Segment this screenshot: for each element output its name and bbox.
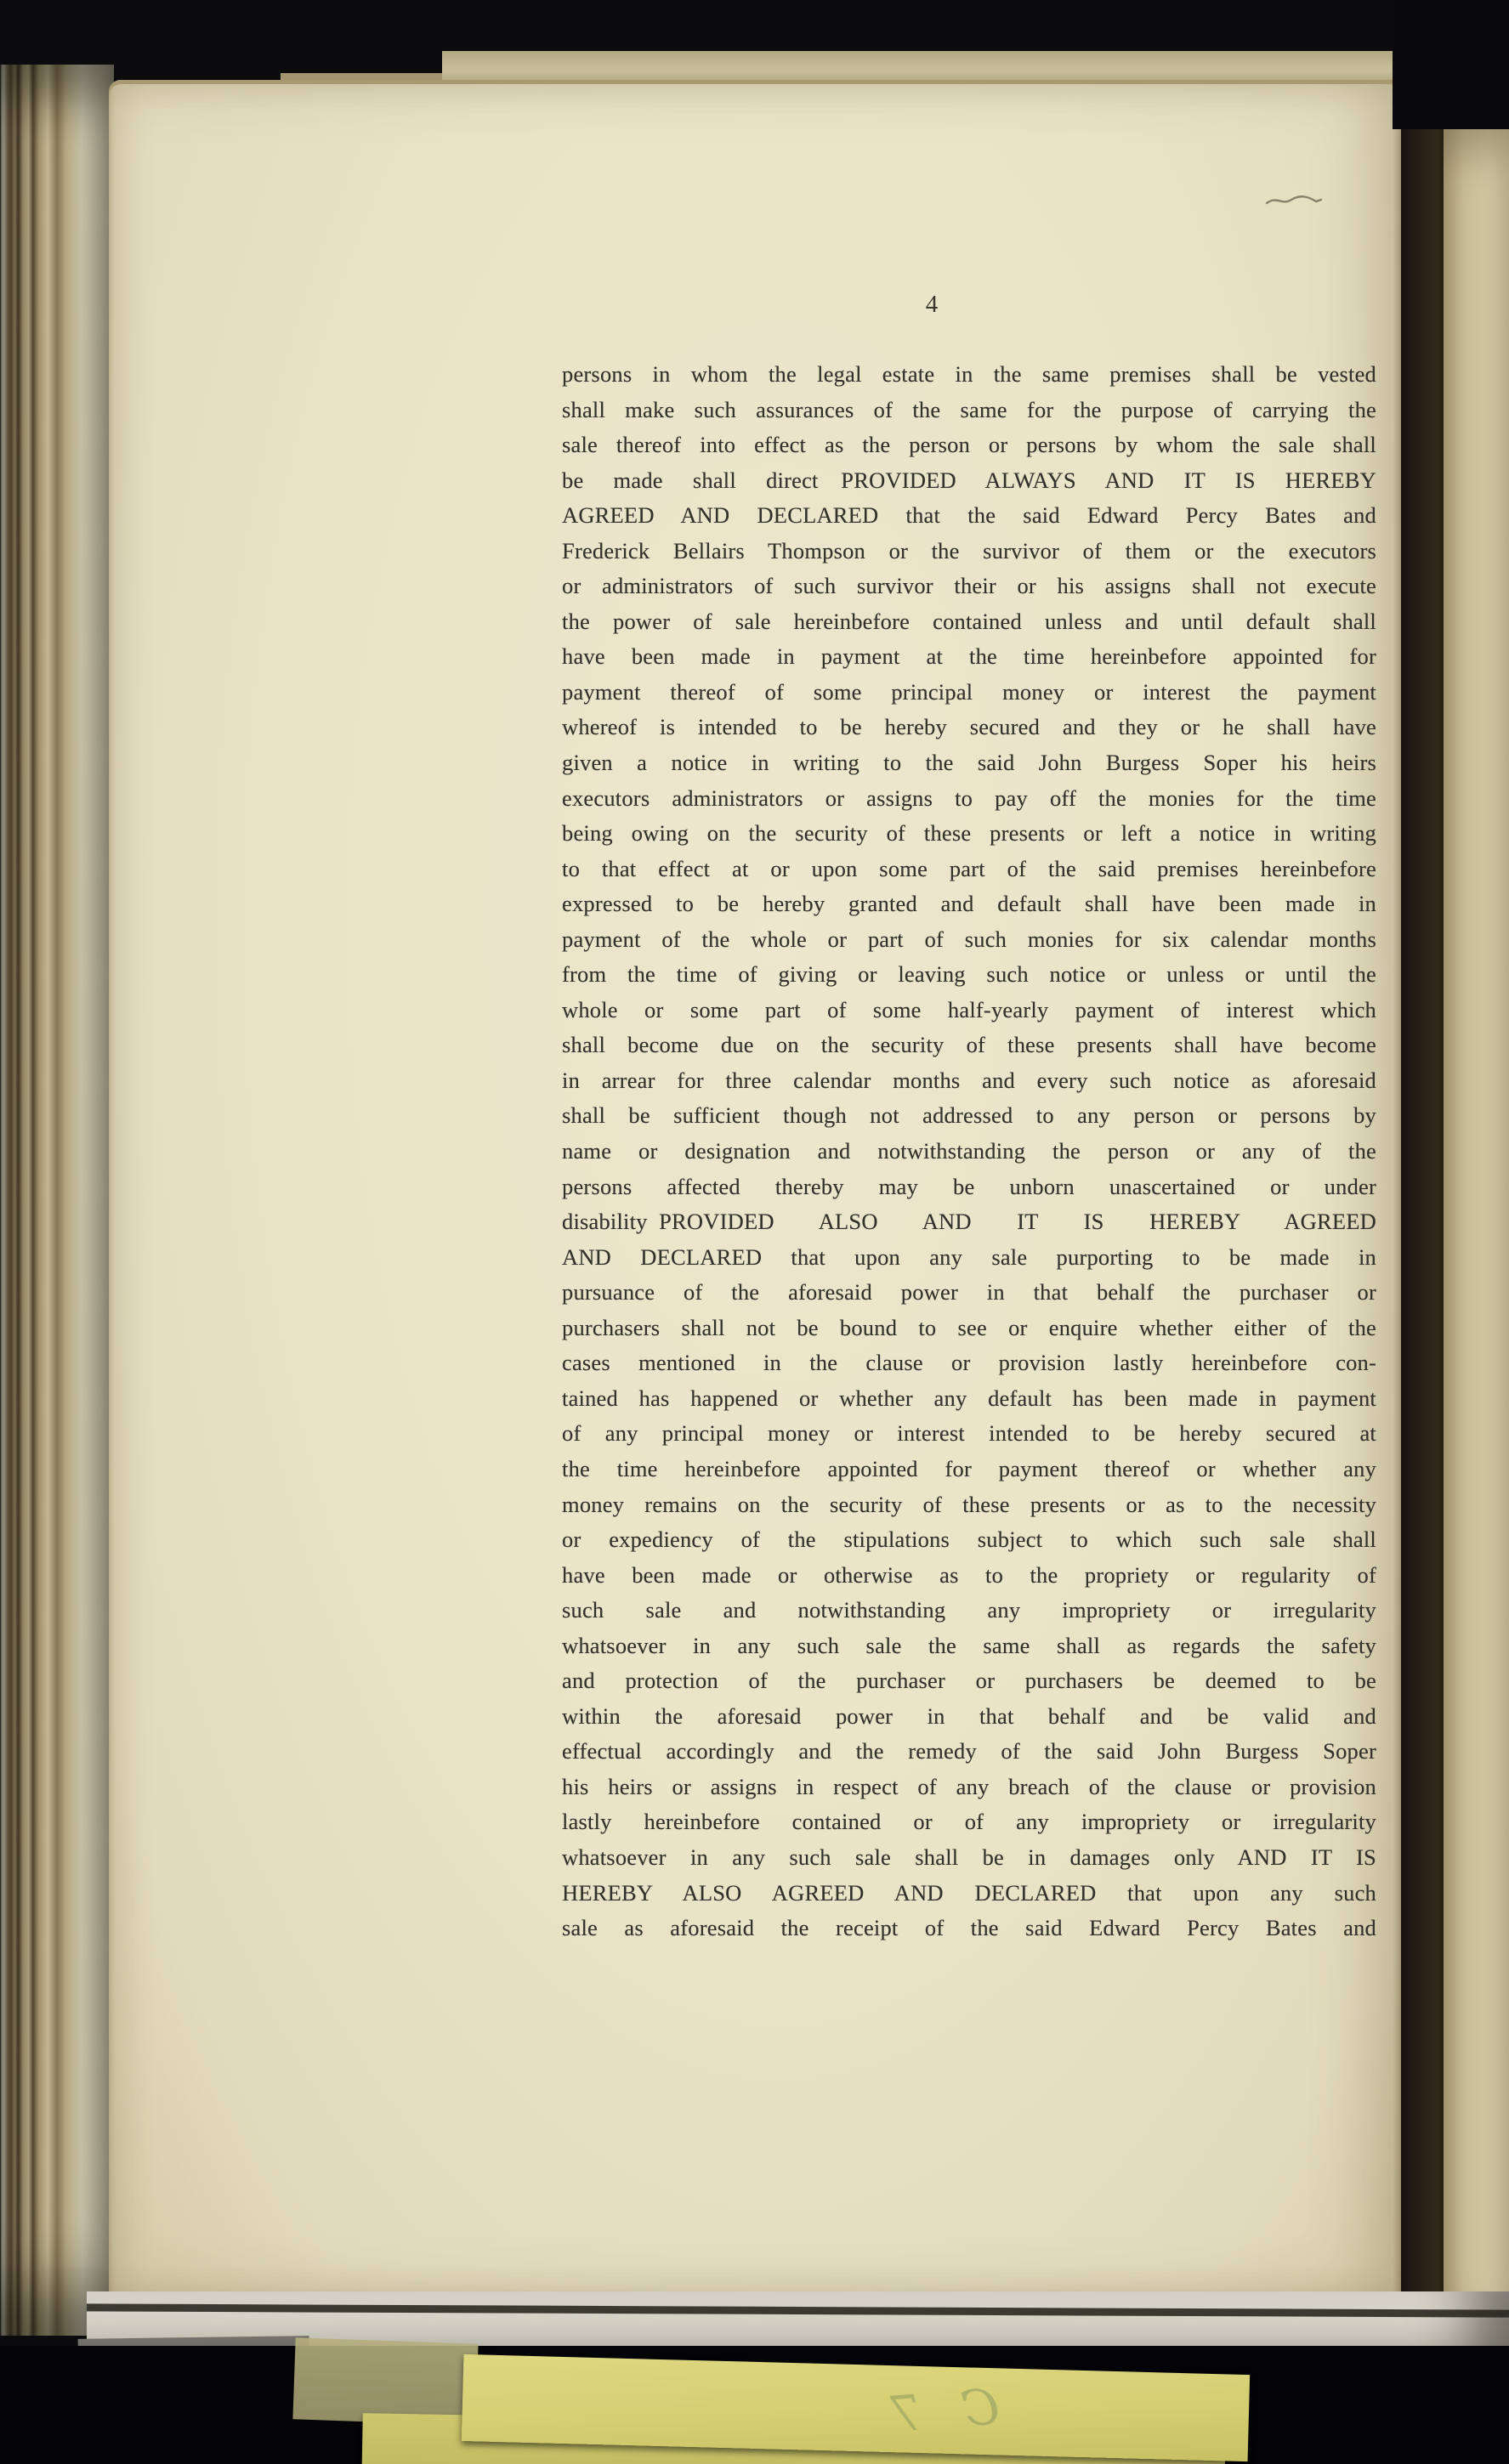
text-line: have been made or otherwise as to the propriety or regularity of — [562, 1561, 1376, 1588]
text-line: AND DECLARED that upon any sale purporting to be made in — [562, 1243, 1376, 1270]
ink-squiggle-mark — [1265, 192, 1325, 211]
next-page-edge — [1444, 126, 1509, 2295]
text-line: to that effect at or upon some part of the said premises hereinbefore — [562, 855, 1376, 881]
text-line: lastly hereinbefore contained or of any impropriety or irregularity — [562, 1809, 1376, 1835]
text-line: persons affected thereby may be unborn unascertained or under — [562, 1173, 1376, 1199]
pale-paper-tab — [292, 2337, 478, 2425]
text-line: whatsoever in any such sale shall be in damages only AND IT IS — [562, 1844, 1376, 1870]
text-line: whole or some part of some half-yearly payment of interest which — [562, 996, 1376, 1022]
text-line: be made shall direct PROVIDED ALWAYS AND IT IS HEREBY — [562, 467, 1376, 493]
text-line: in arrear for three calendar months and every such notice as aforesaid — [562, 1067, 1376, 1093]
text-line: have been made in payment at the time hereinbefore appointed for — [562, 643, 1376, 670]
book-spine-page-edges — [0, 65, 114, 2336]
text-line: from the time of giving or leaving such notice or unless or until the — [562, 961, 1376, 988]
text-line: HEREBY ALSO AGREED AND DECLARED that upon any such — [562, 1879, 1376, 1906]
text-block — [562, 357, 1376, 1946]
text-line: payment of the whole or part of such monies for six calendar months — [562, 926, 1376, 952]
text-line: tained has happened or whether any default has been made in payment — [562, 1385, 1376, 1411]
text-line: persons in whom the legal estate in the same premises shall be vested — [562, 361, 1376, 387]
text-line: pursuance of the aforesaid power in that behalf the purchaser or — [562, 1279, 1376, 1306]
text-line: Frederick Bellairs Thompson or the survivor of them or the executors — [562, 537, 1376, 564]
page-number: 4 — [925, 291, 939, 318]
text-line: effectual accordingly and the remedy of the said John Burgess Soper — [562, 1738, 1376, 1764]
document-page — [109, 80, 1401, 2300]
text-line: sale thereof into effect as the person or persons by whom the sale shall — [562, 432, 1376, 458]
text-line: disability PROVIDED ALSO AND IT IS HEREBY AGREED — [562, 1209, 1376, 1235]
text-line: name or designation and notwithstanding the person or any of the — [562, 1138, 1376, 1164]
text-line: shall be sufficient though not addressed to any person or persons by — [562, 1102, 1376, 1129]
background-top-right — [1393, 0, 1509, 129]
sticky-note-writing: C 7 — [876, 2377, 1002, 2445]
page-gutter-shadow — [1393, 85, 1449, 2295]
text-line: being owing on the security of these presents or left a notice in writing — [562, 820, 1376, 847]
text-line: and protection of the purchaser or purchasers be deemed to be — [562, 1668, 1376, 1694]
text-line: payment thereof of some principal money or interest the payment — [562, 678, 1376, 705]
text-line: AGREED AND DECLARED that the said Edward Percy Bates and — [562, 502, 1376, 529]
text-line: shall become due on the security of these presents shall have become — [562, 1032, 1376, 1058]
text-line: executors administrators or assigns to pay off the monies for the time — [562, 785, 1376, 811]
text-line: or administrators of such survivor their or his assigns shall not execute — [562, 573, 1376, 599]
text-line: money remains on the security of these presents or as to the necessity — [562, 1491, 1376, 1517]
text-line: cases mentioned in the clause or provision lastly hereinbefore con- — [562, 1350, 1376, 1376]
text-line: sale as aforesaid the receipt of the said Edward Percy Bates and — [562, 1915, 1376, 1941]
text-line: whatsoever in any such sale the same shall as regards the safety — [562, 1632, 1376, 1658]
text-line: given a notice in writing to the said John Burgess Soper his heirs — [562, 750, 1376, 776]
text-line: purchasers shall not be bound to see or enquire whether either of the — [562, 1314, 1376, 1340]
text-line: shall make such assurances of the same for the purpose of carrying the — [562, 396, 1376, 422]
text-line: the time hereinbefore appointed for payment thereof or whether any — [562, 1455, 1376, 1481]
text-line: the power of sale hereinbefore contained unless and until default shall — [562, 608, 1376, 634]
text-line: whereof is intended to be hereby secured and they or he shall have — [562, 714, 1376, 740]
text-line: expressed to be hereby granted and default shall have been made in — [562, 891, 1376, 917]
text-line: within the aforesaid power in that behalf and be valid and — [562, 1702, 1376, 1729]
text-line: his heirs or assigns in respect of any breach of the clause or provision — [562, 1773, 1376, 1799]
text-line: or expediency of the stipulations subject to which such sale shall — [562, 1527, 1376, 1553]
text-line: such sale and notwithstanding any impropriety or irregularity — [562, 1597, 1376, 1623]
text-line: of any principal money or interest intended to be hereby secured at — [562, 1420, 1376, 1447]
